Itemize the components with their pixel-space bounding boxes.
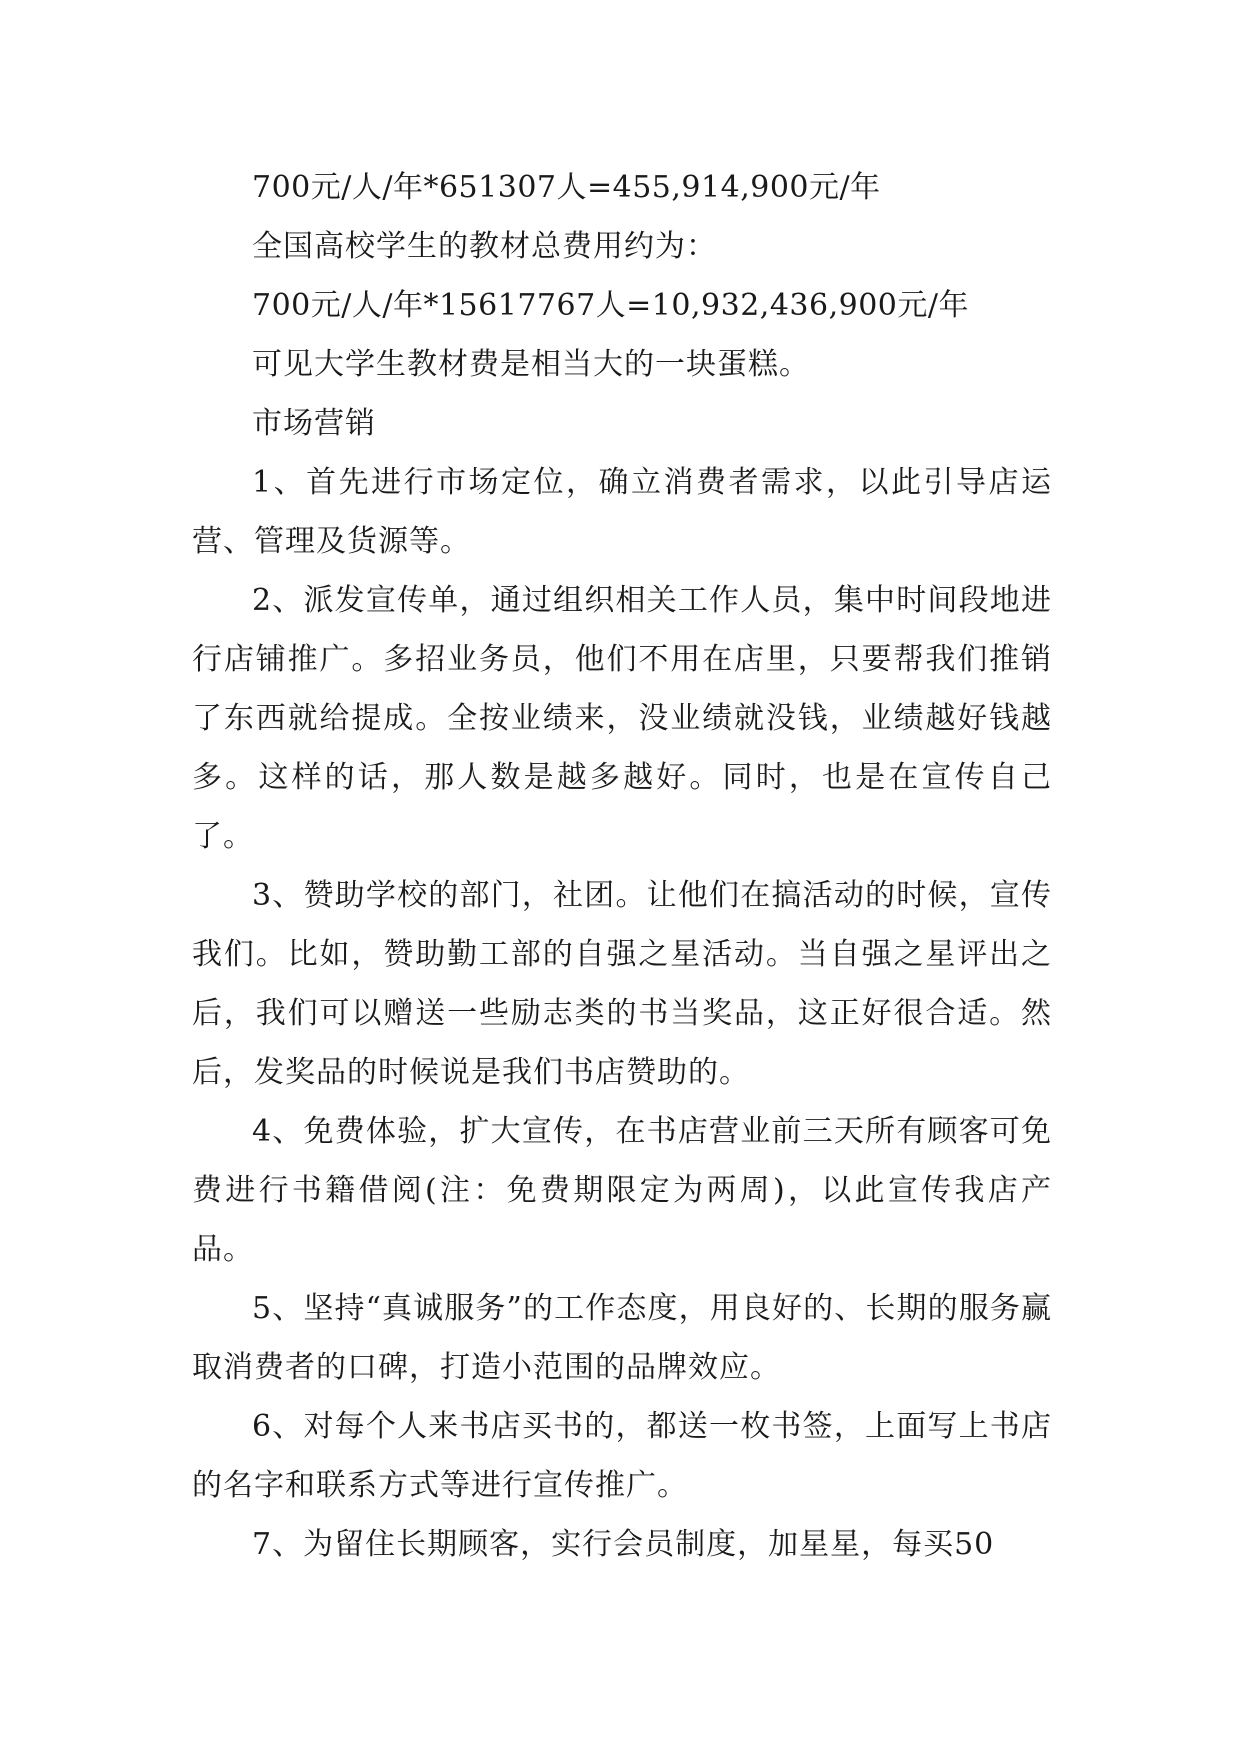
list-item-6: 6、对每个人来书店买书的，都送一枚书签，上面写上书店的名字和联系方式等进行宣传推广。 (192, 1409, 1052, 1503)
list-item-3: 3、赞助学校的部门，社团。让他们在搞活动的时候，宣传我们。比如，赞助勤工部的自强之星活动。当自强之星评出之后，我们可以赠送一些励志类的书当奖品，这正好很合适。然后，发奖品的时候说是我们书店赞助的。 (192, 878, 1052, 1090)
list-item-2: 2、派发宣传单，通过组织相关工作人员，集中时间段地进行店铺推广。多招业务员，他们不用在店里，只要帮我们推销了东西就给提成。全按业绩来，没业绩就没钱，业绩越好钱越多。这样的话，那人数是越多越好。同时，也是在宣传自己了。 (192, 583, 1052, 854)
section-heading: 市场营销 (252, 406, 376, 441)
list-item-7: 7、为留住长期顾客，实行会员制度，加星星，每买50 (252, 1527, 995, 1562)
list-item-1: 1、首先进行市场定位，确立消费者需求，以此引导店运营、管理及货源等。 (192, 465, 1052, 559)
cost-formula-paragraph: 700元/人/年*651307人=455,914,900元/年 (252, 170, 881, 205)
list-item-5: 5、坚持“真诚服务”的工作态度，用良好的、长期的服务赢取消费者的口碑，打造小范围的品牌效应。 (192, 1291, 1052, 1385)
total-cost-formula-paragraph: 700元/人/年*15617767人=10,932,436,900元/年 (252, 288, 969, 323)
total-cost-label-paragraph: 全国高校学生的教材总费用约为： (252, 229, 717, 264)
conclusion-paragraph: 可见大学生教材费是相当大的一块蛋糕。 (252, 347, 810, 382)
document-body (192, 158, 1052, 1574)
list-item-4: 4、免费体验，扩大宣传，在书店营业前三天所有顾客可免费进行书籍借阅(注：免费期限定为两周)，以此宣传我店产品。 (192, 1114, 1052, 1267)
